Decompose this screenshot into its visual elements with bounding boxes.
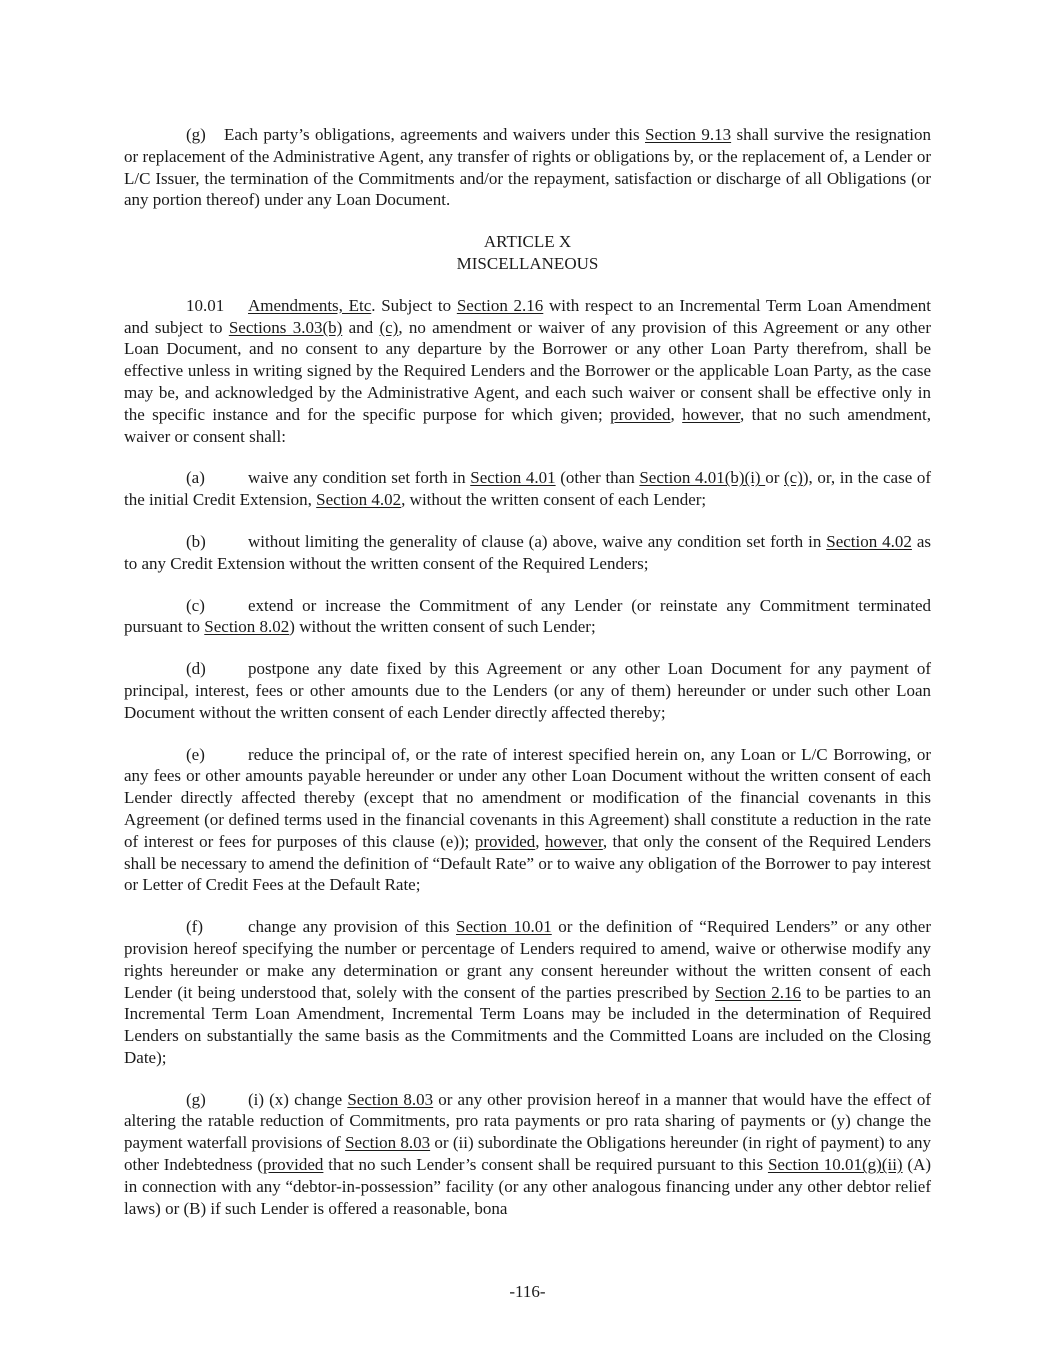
clause-label: (f) [186,917,203,937]
section-reference: Section 8.03 [347,1089,434,1109]
article-heading [124,231,931,275]
clause-g: (g) (i) (x) change Section 8.03 or any other provision hereof in a manner that would have the effect of altering the ratable reduction of Commitments, pro rata payments or pro rata sharing of payments or (y) change the payment waterfall provisions of Section 8.03 or (ii) subordinate the Obligations hereunder (in right of payment) to any other Indebtedness (provided that no such Lender’s consent shall be required pursuant to this Section 10.01(g)(ii) (A) in connection with any “debtor-in-possession” facility (or any other analogous financing under any other debtor relief laws) or (B) if such Lender is offered a reasonable, bona [124,1089,932,1218]
defined-term: however [682,404,741,424]
clause-label: (e) [186,744,205,764]
section-reference: Section 10.01(g)(ii) [767,1155,903,1175]
section-reference: Section 2.16 [715,982,801,1002]
section-reference: Section 2.16 [456,295,544,315]
clause-label: (a) [186,468,205,488]
article-title: MISCELLANEOUS [456,253,599,273]
section-heading: Amendments, Etc [248,295,372,315]
section-reference: (c) [379,317,399,337]
section-reference: Section 9.13 [645,125,732,144]
section-reference: Section 8.03 [345,1133,431,1153]
clause-b: (b) without limiting the generality of clause (a) above, waive any condition set forth in Section 4.02 as to any Credit Extension without the written consent of the Required Lenders; [124,531,931,573]
clause-label: (g) [186,1089,206,1109]
section-reference: (c) [784,468,803,488]
clause-d: (d) postpone any date fixed by this Agreement or any other Loan Document for any payment of principal, interest, fees or other amounts due to the Lenders (or any of them) hereunder or under such other Loan Document without the written consent of each Lender directly affected thereby; [124,659,931,722]
defined-term: provided [262,1155,324,1175]
clause-label: (g) [186,125,206,144]
clause-f: (f) change any provision of this Section 10.01 or the definition of “Required Lenders” or any other provision hereof specifying the number or percentage of Lenders required to amend, waive or otherwise modify any rights hereunder or make any determination or grant any consent hereunder without the written consent of each Lender (it being understood that, solely with the consent of the parties prescribed by Section 2.16 to be parties to an Incremental Term Loan Amendment, Incremental Term Loans may be included in the determination of Required Lenders on substantially the same basis as the Commitments and the Committed Loans are included on the Closing Date); [124,917,931,1067]
section-reference: Section 8.02 [204,617,290,637]
document-page [124,124,931,1239]
section-reference: Section 4.02 [826,531,912,551]
section-10-01-paragraph: 10.01 Amendments, Etc. Subject to Section 2.16 with respect to an Incremental Term Loan Amendment and subject to Sections 3.03(b) and (c), no amendment or waiver of any provision of this Agreement or any other Loan Document, and no consent to any departure by the Borrower or any other Loan Party therefrom, shall be effective unless in writing signed by the Required Lenders and the Borrower or the applicable Loan Party, as the case may be, and acknowledged by the Administrative Agent, and each such waiver or consent shall be effective only in the specific instance and for the specific purpose for which given; provided, however, that no such amendment, waiver or consent shall: [124,295,932,446]
section-number: 10.01 [186,295,225,315]
section-reference: Section 4.02 [316,490,402,510]
section-reference: Sections 3.03(b) [228,317,343,337]
section-reference: Section 4.01(b)(i) [639,468,766,488]
clause-c: (c) extend or increase the Commitment of any Lender (or reinstate any Commitment terminated pursuant to Section 8.02) without the written consent of such Lender; [124,595,931,637]
section-reference: Section 10.01 [456,917,552,937]
paragraph-9-13-g: (g) Each party’s obligations, agreements and waivers under this Section 9.13 shall survive the resignation or replacement of the Administrative Agent, any transfer of rights or obligations by, or the replacement of, a Lender or L/C Issuer, the termination of the Commitments and/or the repayment, satisfaction or discharge of all Obligations (or any portion thereof) under any Loan Document. [124,125,931,210]
clause-a: (a) waive any condition set forth in Section 4.01 (other than Section 4.01(b)(i) or (c)), or, in the case of the initial Credit Extension, Section 4.02, without the written consent of each Lender; [124,468,932,510]
clause-label: (d) [186,659,206,679]
article-number: ARTICLE X [483,232,572,252]
clause-label: (c) [186,595,205,615]
clause-label: (b) [186,531,206,551]
defined-term: provided [474,831,536,851]
page-number: -116- [509,1282,546,1301]
defined-term: provided [610,404,671,424]
section-reference: Section 4.01 [470,468,556,488]
defined-term: however [544,831,603,851]
clause-e: (e) reduce the principal of, or the rate of interest specified herein on, any Loan or L/C Borrowing, or any fees or other amounts payable hereunder or under any other Loan Document without the written consent of each Lender directly affected thereby (except that no amendment or modification of the financial covenants in this Agreement (or defined terms used in the financial covenants in this Agreement) shall constitute a reduction in the rate of interest or fees for purposes of this clause (e)); provided, however, that only the consent of the Required Lenders shall be necessary to amend the definition of “Default Rate” or to waive any obligation of the Borrower to pay interest or Letter of Credit Fees at the Default Rate; [124,744,932,895]
